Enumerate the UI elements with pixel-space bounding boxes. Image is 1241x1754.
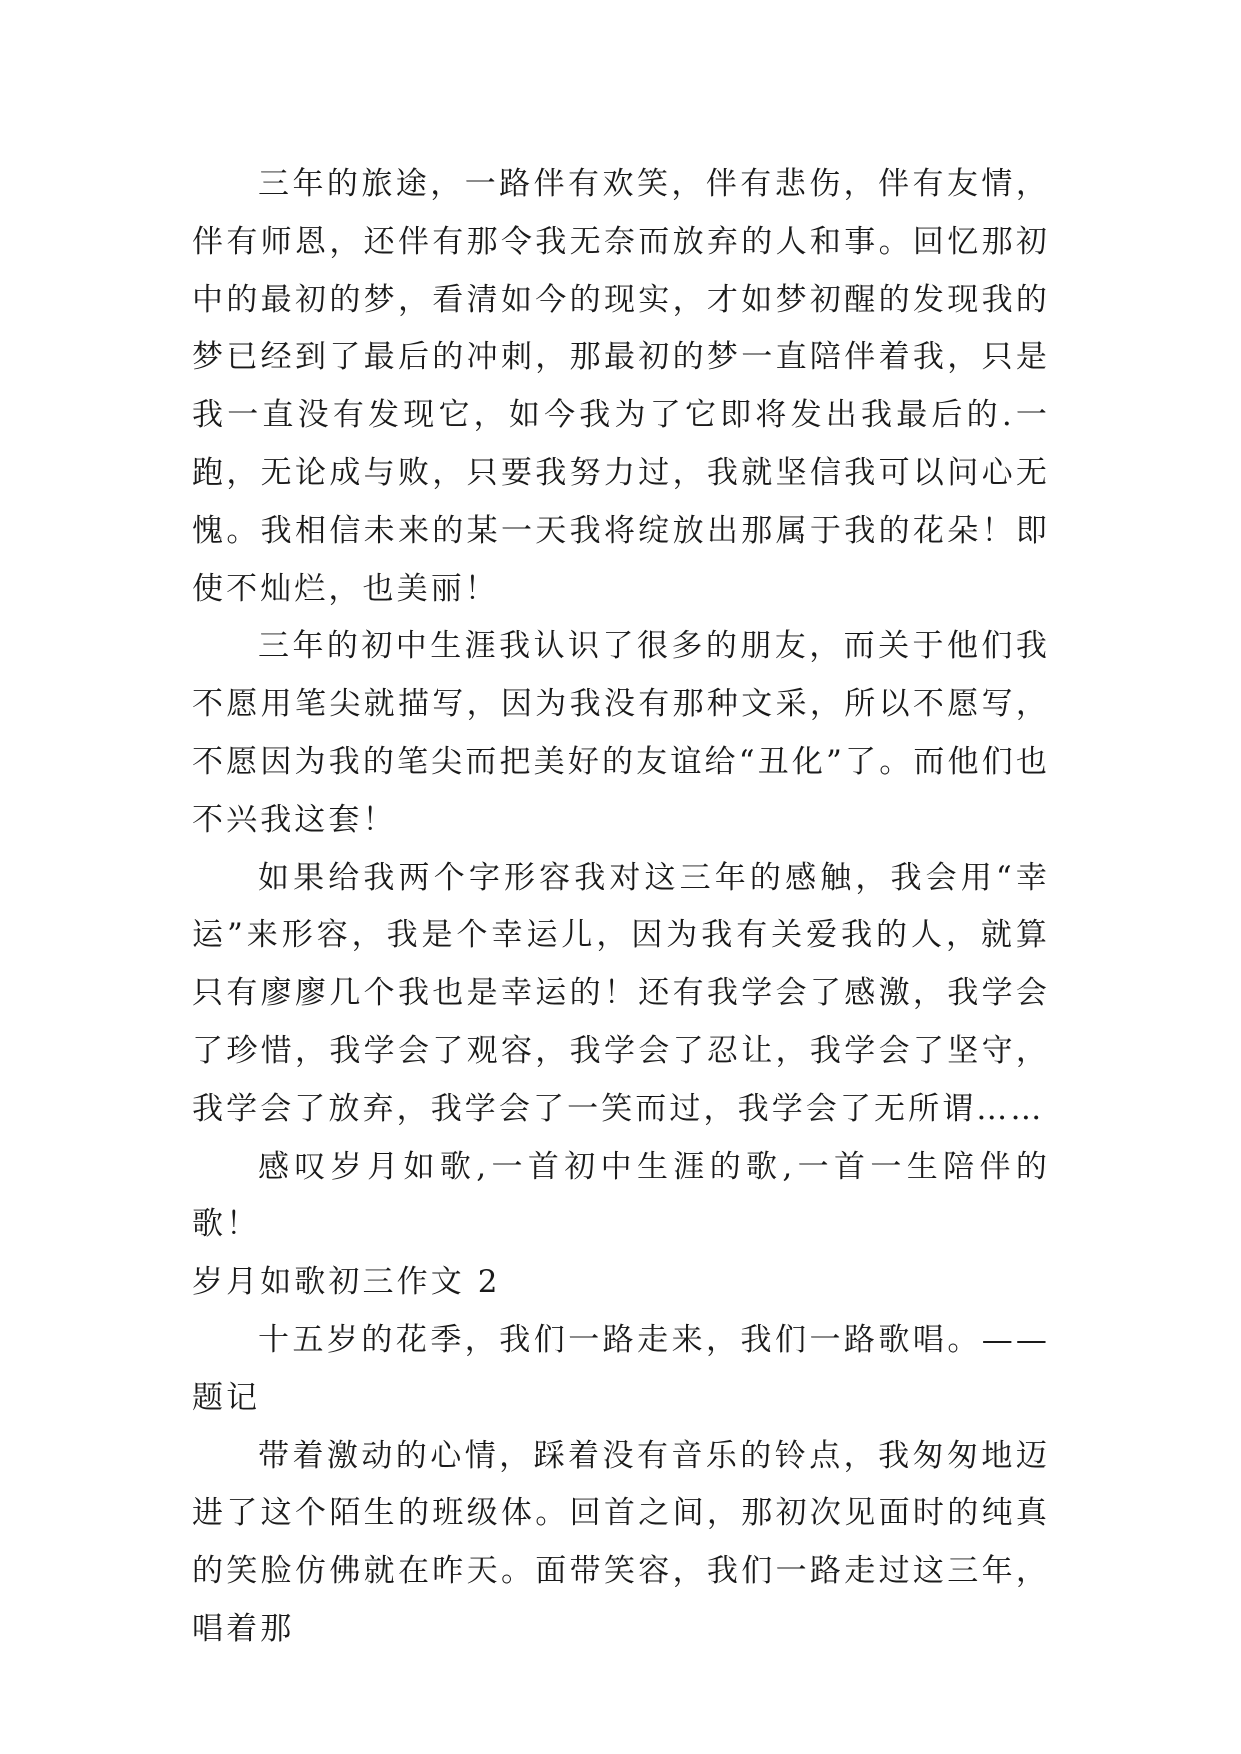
- paragraph-4: 感叹岁月如歌,一首初中生涯的歌,一首一生陪伴的歌！: [192, 1148, 1050, 1243]
- paragraph-epigraph: 十五岁的花季，我们一路走来，我们一路歌唱。——题记: [192, 1321, 1050, 1416]
- paragraph-5: 带着激动的心情，踩着没有音乐的铃点，我匆匆地迈进了这个陌生的班级体。回首之间，那初次见面时的纯真的笑脸仿佛就在昨天。面带笑容，我们一路走过这三年，唱着那: [192, 1437, 1050, 1647]
- document-body: [192, 156, 1050, 1659]
- paragraph-3: 如果给我两个字形容我对这三年的感触，我会用“幸运”来形容，我是个幸运儿，因为我有关爱我的人，就算只有廖廖几个我也是幸运的！还有我学会了感激，我学会了珍惜，我学会了观容，我学会了忍让，我学会了坚守，我学会了放弃，我学会了一笑而过，我学会了无所谓……: [192, 859, 1050, 1127]
- section-title: 岁月如歌初三作文 2: [192, 1264, 501, 1301]
- paragraph-1: 三年的旅途，一路伴有欢笑，伴有悲伤，伴有友情，伴有师恩，还伴有那令我无奈而放弃的人和事。回忆那初中的最初的梦，看清如今的现实，才如梦初醒的发现我的梦已经到了最后的冲刺，那最初的梦一直陪伴着我，只是我一直没有发现它，如今我为了它即将发出我最后的.一跑，无论成与败，只要我努力过，我就坚信我可以问心无愧。我相信未来的某一天我将绽放出那属于我的花朵！即使不灿烂，也美丽！: [192, 166, 1050, 607]
- paragraph-2: 三年的初中生涯我认识了很多的朋友，而关于他们我不愿用笔尖就描写，因为我没有那种文采，所以不愿写，不愿因为我的笔尖而把美好的友谊给“丑化”了。而他们也不兴我这套！: [192, 628, 1050, 838]
